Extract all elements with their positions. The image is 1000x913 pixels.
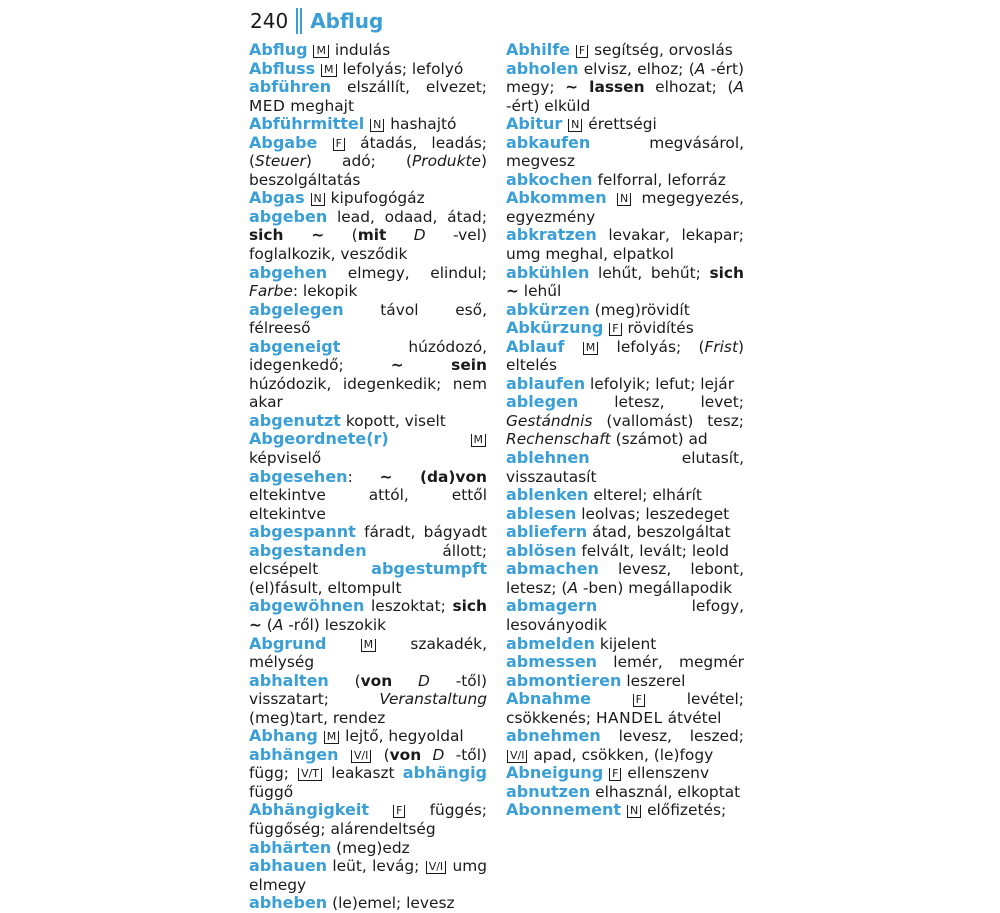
headword: abkaufen	[506, 132, 591, 152]
grammar-label: V/I	[351, 750, 371, 763]
definition-text: elhasznál, elkoptat	[590, 782, 741, 801]
definition-text: függő	[249, 782, 294, 801]
definition-text: -től) függ;	[249, 745, 487, 783]
dictionary-entry	[249, 412, 487, 431]
italic-note: Produkte	[412, 152, 481, 171]
italic-note: A	[272, 615, 284, 634]
headword: Abführmittel	[249, 114, 365, 134]
headword: Abhilfe	[506, 40, 571, 59]
grammar-label: F	[633, 694, 645, 707]
definition-text: letesz, levet;	[578, 393, 744, 412]
italic-note: Veranstaltung	[379, 690, 487, 709]
definition-text: leszerel	[621, 671, 686, 690]
dictionary-entry	[506, 523, 744, 542]
definition-text: -vel) foglalkozik, vesződik	[249, 226, 487, 264]
bold-phrase: ~ lassen	[565, 78, 645, 97]
definition-text	[317, 134, 331, 152]
headword: abhauen	[249, 856, 328, 876]
definition-text: átadás, leadás; (	[249, 133, 487, 171]
grammar-label: N	[617, 193, 631, 206]
dictionary-entry	[249, 60, 487, 79]
definition-text: (meg)rövidít	[589, 300, 690, 319]
definition-text: rövidítés	[622, 319, 694, 338]
definition-text: lefogy, lesoványodik	[506, 597, 744, 634]
definition-text: (meg)edz	[331, 838, 410, 857]
definition-text: lehűt, behűt;	[589, 263, 710, 282]
dictionary-entry	[506, 449, 744, 486]
domain-label: HANDEL	[595, 708, 663, 727]
headword: abliefern	[506, 522, 588, 542]
definition-text: (el)fásult, eltompult	[249, 578, 402, 597]
headword: abführen	[249, 77, 332, 97]
definition-text: -ről) leszokik	[283, 615, 387, 634]
definition-text	[389, 430, 470, 448]
headword: abheben	[249, 893, 328, 913]
italic-note: Steuer	[255, 152, 306, 171]
bold-phrase: sich ~	[249, 226, 325, 245]
headword: Abonnement	[506, 800, 622, 820]
dictionary-entry	[249, 857, 487, 894]
headword: abnehmen	[506, 726, 601, 746]
italic-note: Gestándnis	[506, 411, 593, 430]
definition-text: (	[328, 671, 361, 690]
definition-text	[591, 690, 632, 708]
right-column	[506, 41, 744, 820]
definition-text: (le)emel; levesz	[327, 894, 455, 913]
dictionary-entry	[249, 301, 487, 338]
headword: abmessen	[506, 652, 598, 672]
dictionary-entry	[249, 41, 487, 60]
bold-phrase: ~ (da)von	[379, 467, 487, 486]
grammar-label: F	[333, 138, 345, 151]
definition-text: leakaszt	[323, 764, 403, 783]
dictionary-entry	[249, 523, 487, 597]
definition-text: kijelent	[594, 634, 657, 653]
definition-text: kopott, viselt	[340, 411, 446, 430]
dictionary-entry	[506, 727, 744, 764]
dictionary-entry	[506, 264, 744, 301]
definition-text: előfizetés;	[642, 801, 727, 820]
dictionary-entry	[249, 189, 487, 208]
grammar-label: M	[324, 731, 340, 744]
dictionary-entry	[506, 134, 744, 171]
headword: abhalten	[249, 670, 329, 690]
definition-text: leüt, levág;	[327, 857, 425, 876]
definition-text	[308, 41, 313, 59]
dictionary-entry	[249, 894, 487, 913]
dictionary-entry	[506, 226, 744, 263]
definition-text: lefolyás; (	[599, 337, 705, 356]
definition-text: -től) visszatart;	[249, 671, 487, 709]
definition-text	[315, 60, 320, 78]
headword: abgeben	[249, 206, 328, 226]
definition-text: elszállít, elvezet;	[331, 78, 487, 97]
definition-text: kipufogógáz	[325, 189, 425, 208]
headword: Abkürzung	[506, 318, 604, 338]
definition-text: segítség, orvoslás	[589, 41, 733, 59]
dictionary-entry	[506, 393, 744, 449]
definition-text	[621, 801, 626, 819]
headword: abmelden	[506, 633, 595, 653]
headword: Abgabe	[249, 132, 318, 152]
dictionary-entry	[249, 208, 487, 264]
dictionary-entry	[249, 727, 487, 746]
dictionary-entry	[506, 542, 744, 561]
definition-text	[305, 189, 310, 207]
grammar-label: N	[568, 119, 582, 132]
headword: ablaufen	[506, 373, 586, 393]
definition-text: átad, beszolgáltat	[587, 523, 731, 542]
grammar-label: V/T	[298, 768, 322, 781]
grammar-label: N	[311, 193, 325, 206]
page-header	[250, 4, 383, 38]
headword: abgewöhnen	[249, 596, 365, 616]
bold-phrase: von	[360, 671, 393, 690]
dictionary-entry	[506, 505, 744, 524]
definition-text: lejtő, hegyoldal	[340, 727, 464, 746]
dictionary-entry	[506, 301, 744, 320]
definition-text: képviselő	[249, 449, 322, 468]
bold-phrase: sich ~	[249, 597, 487, 634]
grammar-label: N	[370, 119, 384, 132]
definition-text: (	[324, 226, 358, 245]
dictionary-entry	[249, 338, 487, 412]
dictionary-entry	[506, 338, 744, 375]
definition-text: ) beszolgáltatás	[249, 152, 487, 189]
definition-text: (számot) ad	[610, 430, 708, 449]
definition-text	[392, 672, 418, 690]
headword: Abgas	[249, 188, 305, 208]
definition-text: : lekopik	[292, 282, 358, 301]
dictionary-entry	[506, 189, 744, 226]
header-divider	[296, 8, 302, 34]
definition-text	[364, 115, 369, 133]
headword: abkürzen	[506, 299, 590, 319]
headword: abkühlen	[506, 262, 590, 282]
grammar-label: N	[627, 805, 641, 818]
headword: abgestanden	[249, 540, 367, 560]
definition-text: ) adó; (	[305, 152, 413, 171]
italic-note: D	[413, 226, 426, 245]
italic-note: Farbe	[249, 282, 293, 301]
dictionary-entry	[249, 597, 487, 634]
definition-text: (vallomást) tesz;	[592, 411, 744, 430]
headword: abmachen	[506, 559, 599, 579]
headword: abgenutzt	[249, 410, 341, 430]
dictionary-entry	[506, 635, 744, 654]
headword: Abfluss	[249, 58, 316, 78]
grammar-label: F	[609, 323, 621, 336]
headword: Ablauf	[506, 336, 565, 356]
definition-text: húzódozó, idegenkedő;	[249, 337, 487, 375]
definition-text: (meg)tart, rendez	[249, 708, 386, 727]
definition-text: elvisz, elhoz; (	[578, 59, 695, 78]
headword: abgespannt	[249, 522, 356, 542]
definition-text: szakadék, mélység	[249, 634, 487, 672]
definition-text: felforral, leforráz	[592, 170, 726, 189]
italic-note: A	[567, 578, 578, 597]
dictionary-entry	[249, 468, 487, 524]
dictionary-entry	[506, 486, 744, 505]
headword: abkratzen	[506, 225, 597, 245]
headword: abnutzen	[506, 781, 591, 801]
grammar-label: F	[609, 768, 621, 781]
definition-text: megegyezés, egyezmény	[506, 189, 744, 226]
definition-text: -ért) elküld	[506, 96, 591, 115]
dictionary-entry	[506, 653, 744, 690]
italic-note: Rechenschaft	[506, 430, 611, 449]
headword: ablesen	[506, 503, 577, 523]
grammar-label: F	[393, 805, 405, 818]
left-column	[249, 41, 487, 913]
definition-text: lefolyás; lefolyó	[337, 59, 464, 78]
headword: ablehnen	[506, 448, 590, 468]
headword: abgesehen	[249, 466, 348, 486]
italic-note: Frist	[704, 337, 738, 356]
headword: abgeneigt	[249, 336, 341, 356]
definition-text: elterel; elhárít	[588, 486, 702, 505]
definition-text	[421, 746, 432, 764]
dictionary-entry	[249, 672, 487, 728]
headword: abhärten	[249, 837, 332, 857]
grammar-label: M	[471, 434, 487, 447]
definition-text: indulás	[329, 41, 391, 59]
headword: Abgrund	[249, 633, 327, 653]
headword: abholen	[506, 58, 579, 78]
dictionary-entry	[506, 597, 744, 634]
domain-label: MED	[249, 96, 286, 115]
grammar-label: V/I	[426, 861, 446, 874]
definition-text	[603, 764, 608, 782]
page-number: 240	[250, 9, 289, 33]
definition-text: lehűl	[518, 282, 562, 301]
headword: abkochen	[506, 169, 593, 189]
definition-text: (	[372, 745, 390, 764]
headword: Abgeordnete(r)	[249, 429, 389, 449]
definition-text	[607, 189, 616, 207]
bold-phrase: sich ~	[506, 263, 744, 301]
definition-text: lead, odaad, átad;	[327, 207, 487, 226]
definition-text: elmegy, elindul;	[327, 263, 487, 282]
definition-text: lefolyik; lefut; lejár	[585, 374, 735, 393]
dictionary-entry	[506, 319, 744, 338]
dictionary-entry	[506, 115, 744, 134]
headword: abgehen	[249, 262, 328, 282]
headword: Abnahme	[506, 689, 591, 709]
definition-text	[339, 746, 350, 764]
dictionary-entry	[249, 635, 487, 672]
definition-text	[562, 115, 567, 133]
definition-text: meghajt	[285, 96, 354, 115]
definition-text: :	[347, 467, 380, 486]
definition-text: elhozat; (	[644, 78, 734, 97]
definition-text: levakar, lekapar; umg meghal, elpatkol	[506, 226, 744, 264]
headword: Abhang	[249, 726, 318, 746]
headword: abmagern	[506, 596, 598, 616]
headword: Abitur	[506, 114, 563, 134]
dictionary-entry	[249, 134, 487, 190]
definition-text: -ben) megállapodik	[577, 578, 733, 597]
dictionary-entry	[506, 783, 744, 802]
definition-text: (	[261, 615, 273, 634]
definition-text: ) eltelés	[506, 337, 744, 375]
definition-text: levesz, leszed;	[600, 727, 744, 746]
definition-text: elutasít, visszautasít	[506, 449, 744, 486]
headword: abgelegen	[249, 299, 344, 319]
dictionary-entry	[249, 430, 487, 467]
italic-note: A	[694, 59, 706, 78]
bold-phrase: ~ sein	[390, 356, 487, 375]
definition-text: állott; elcsépelt	[249, 541, 487, 579]
grammar-label: M	[361, 639, 377, 652]
definition-text: eltekintve attól, ettől eltekintve	[249, 486, 487, 523]
dictionary-entry	[506, 41, 744, 60]
italic-note: D	[418, 671, 430, 690]
italic-note: D	[432, 745, 445, 764]
definition-text: ellenszenv	[622, 764, 710, 783]
dictionary-entry	[506, 60, 744, 116]
definition-text: fáradt, bágyadt	[355, 523, 487, 542]
headword: Abflug	[249, 40, 308, 59]
headword: ablenken	[506, 485, 589, 505]
dictionary-entry	[249, 115, 487, 134]
definition-text: -ért) megy;	[506, 59, 745, 97]
dictionary-entry	[506, 690, 744, 727]
headword: abmontieren	[506, 670, 622, 690]
definition-text	[326, 635, 359, 653]
definition-text: függés; függőség; alárendeltség	[249, 801, 487, 838]
definition-text: átvétel	[662, 708, 722, 727]
definition-text	[570, 41, 575, 59]
definition-text: megvásárol, megvesz	[506, 133, 744, 171]
definition-text: apad, csökken, (le)fogy	[528, 745, 714, 764]
dictionary-entry	[506, 375, 744, 394]
definition-text: távol eső, félreeső	[249, 300, 487, 338]
running-head: Abflug	[310, 9, 384, 33]
definition-text: húzódozik, idegenkedik; nem akar	[249, 374, 487, 412]
dictionary-entry	[249, 746, 487, 802]
dictionary-entry	[506, 764, 744, 783]
definition-text: leolvas; leszedeget	[576, 504, 730, 523]
definition-text	[603, 319, 608, 337]
headword: abhängen	[249, 744, 339, 764]
definition-text: levesz, lebont, letesz; (	[506, 560, 744, 597]
headword: ablösen	[506, 540, 577, 560]
grammar-label: M	[583, 342, 599, 355]
definition-text: hashajtó	[385, 115, 457, 134]
definition-text: felvált, levált; leold	[576, 541, 730, 560]
definition-text: levétel; csökkenés;	[506, 690, 744, 727]
definition-text	[386, 226, 413, 244]
dictionary-entry	[249, 801, 487, 838]
bold-phrase: von	[389, 745, 422, 764]
definition-text: leszoktat;	[364, 597, 453, 616]
definition-text: umg elmegy	[249, 857, 487, 894]
definition-text	[564, 338, 581, 356]
headword: Abneigung	[506, 763, 604, 783]
grammar-label: F	[576, 45, 588, 58]
definition-text: lemér, megmér	[597, 653, 744, 672]
headword: ablegen	[506, 392, 579, 412]
dictionary-entry	[249, 78, 487, 115]
grammar-label: M	[313, 45, 329, 58]
headword: abgestumpft	[371, 559, 487, 579]
dictionary-entry	[506, 171, 744, 190]
dictionary-entry	[249, 264, 487, 301]
grammar-label: M	[321, 64, 337, 77]
definition-text: érettségi	[583, 115, 657, 134]
italic-note: A	[733, 78, 744, 97]
headword: abhängig	[402, 763, 487, 783]
definition-text	[318, 727, 323, 745]
dictionary-entry	[506, 560, 744, 597]
dictionary-entry	[506, 801, 744, 820]
dictionary-entry	[249, 839, 487, 858]
definition-text	[369, 801, 392, 819]
grammar-label: V/I	[507, 750, 527, 763]
headword: Abhängigkeit	[249, 800, 369, 820]
bold-phrase: mit	[357, 226, 387, 245]
headword: Abkommen	[506, 188, 607, 208]
